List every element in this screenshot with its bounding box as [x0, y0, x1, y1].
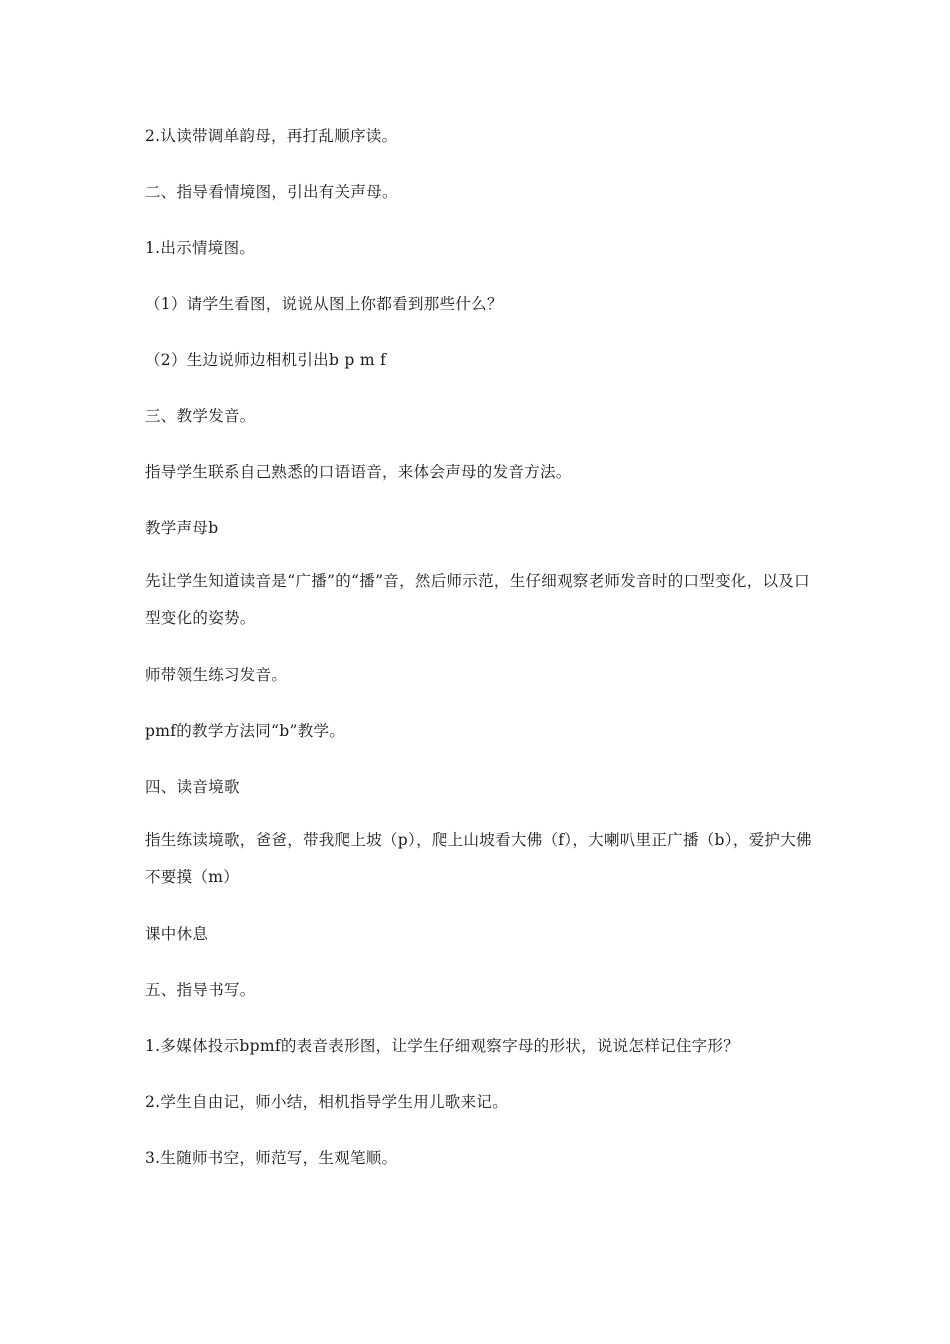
- paragraph-step-2-read-finals: 2.认读带调单韵母，再打乱顺序读。: [145, 127, 398, 145]
- paragraph-introduce-bpmf: （2）生边说师边相机引出b p m f: [145, 351, 387, 369]
- heading-section-4: 四、读音境歌: [145, 778, 240, 796]
- paragraph-rhyme: 指生练读境歌，爸爸，带我爬上坡（p），爬上山坡看大佛（f），大喇叭里正广播（b），爱护大佛不要摸（m）: [145, 831, 812, 886]
- paragraph-writing-demo: 3.生随师书空，师范写，生观笔顺。: [145, 1149, 398, 1167]
- paragraph-multimedia: 1.多媒体投示bpmf的表音表形图，让学生仔细观察字母的形状，说说怎样记住字形？: [145, 1037, 740, 1055]
- paragraph-free-memory: 2.学生自由记，师小结，相机指导学生用儿歌来记。: [145, 1093, 508, 1111]
- heading-section-2: 二、指导看情境图，引出有关声母。: [145, 183, 398, 201]
- paragraph-show-picture: 1.出示情境图。: [145, 239, 256, 257]
- heading-section-3: 三、教学发音。: [145, 407, 256, 425]
- heading-section-5: 五、指导书写。: [145, 981, 256, 999]
- paragraph-b-demonstration: 先让学生知道读音是“广播”的“播”音，然后师示范，生仔细观察老师发音时的口型变化，以及口型变化的姿势。: [145, 572, 810, 627]
- paragraph-pmf-method: pmf的教学方法同“b”教学。: [145, 722, 346, 740]
- paragraph-teach-b: 教学声母b: [145, 519, 219, 537]
- paragraph-pronunciation-method: 指导学生联系自己熟悉的口语语音，来体会声母的发音方法。: [145, 463, 572, 481]
- paragraph-look-at-picture: （1）请学生看图，说说从图上你都看到那些什么？: [145, 295, 503, 313]
- paragraph-break: 课中休息: [145, 925, 209, 943]
- paragraph-practice: 师带领生练习发音。: [145, 666, 288, 684]
